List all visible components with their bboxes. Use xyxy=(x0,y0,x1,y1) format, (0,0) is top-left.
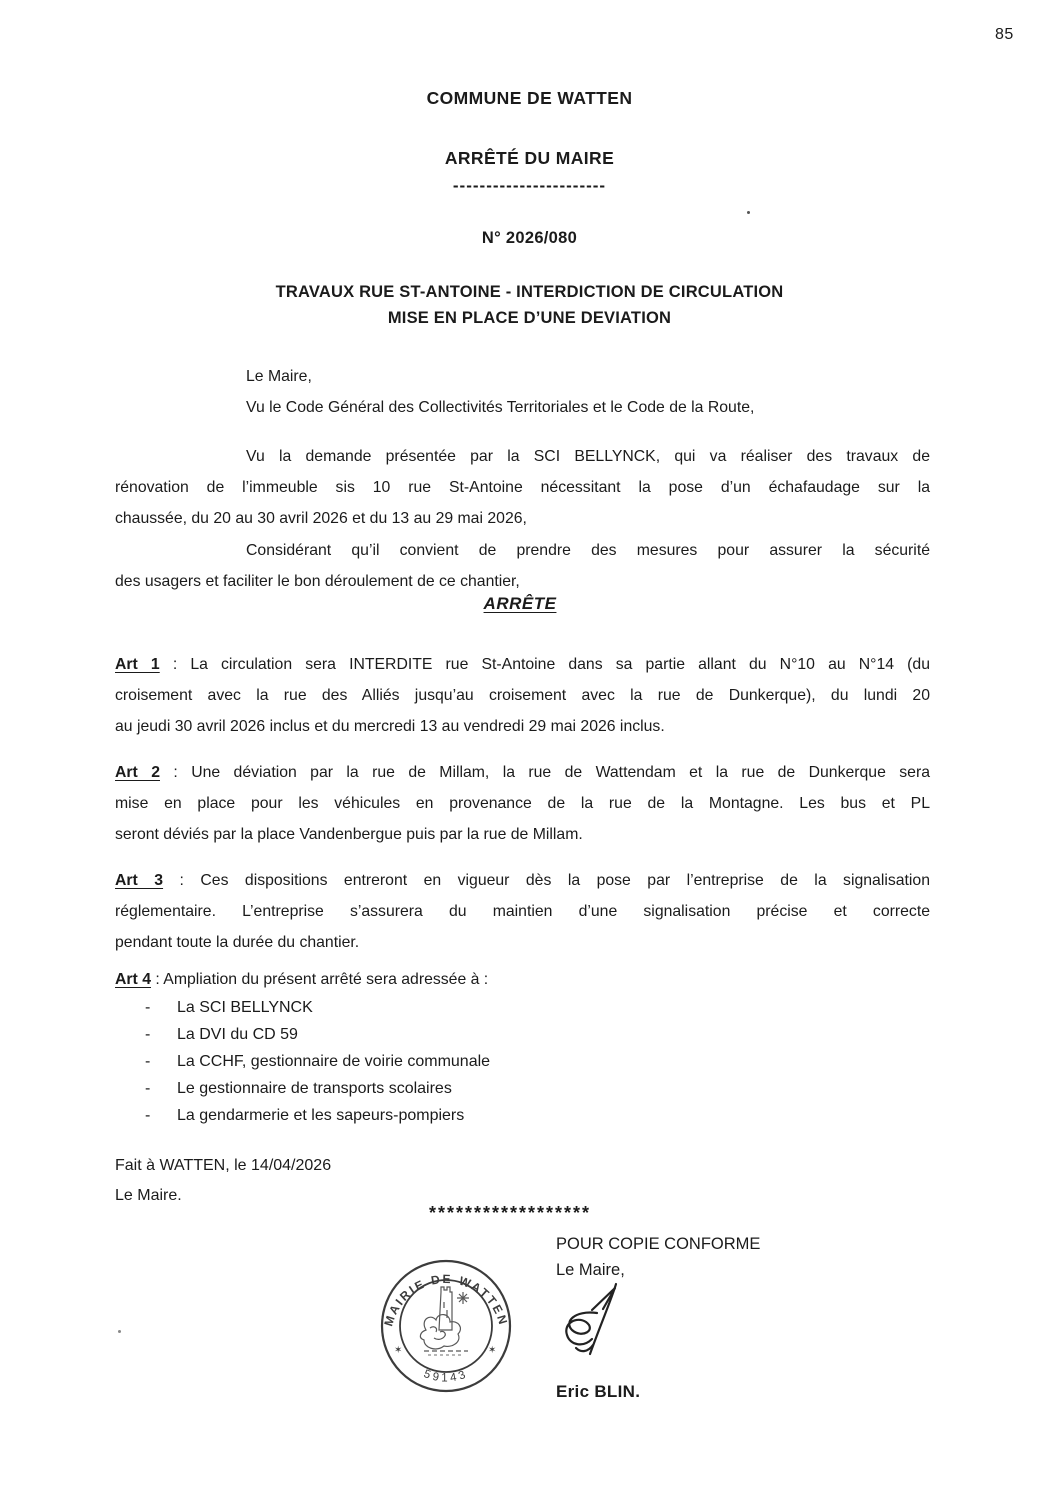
page-number: 85 xyxy=(995,26,1014,43)
article-text: Une déviation par la rue de Millam, la rue de Wattendam et la rue de Dunkerque sera xyxy=(191,764,930,781)
article-text: Ampliation du présent arrêté sera adressée à : xyxy=(163,971,489,988)
request-paragraph xyxy=(115,441,930,534)
seal-bottom-text-wrap xyxy=(422,1368,470,1384)
list-item xyxy=(145,994,845,1021)
seal-top-text: MAIRIE DE WATTEN xyxy=(381,1271,511,1328)
article-line: au jeudi 30 avril 2026 inclus et du mercredi 13 au vendredi 29 mai 2026 inclus. xyxy=(115,718,665,735)
closing-block xyxy=(115,1151,615,1211)
certification-block xyxy=(556,1231,916,1283)
article-line: réglementaire. L’entreprise s’assurera du maintien d’une signalisation précise et correcte xyxy=(115,903,930,920)
recipients-list xyxy=(145,994,845,1129)
list-item-text: La DVI du CD 59 xyxy=(177,1026,298,1043)
article-label: Art 1 xyxy=(115,656,160,673)
seal-star-left-icon: ✶ xyxy=(394,1345,403,1356)
preamble-line: Le Maire, xyxy=(246,368,312,385)
bullet-dash: - xyxy=(145,1107,151,1124)
article-separator: : xyxy=(159,656,191,673)
article-label: Art 2 xyxy=(115,764,160,781)
seal-crest-icon xyxy=(420,1287,469,1355)
place-date: Fait à WATTEN, le 14/04/2026 xyxy=(115,1157,332,1174)
article-separator: : xyxy=(151,971,164,988)
list-item xyxy=(145,1048,845,1075)
article-line xyxy=(115,649,930,680)
article-line: pendant toute la durée du chantier. xyxy=(115,934,360,951)
mayor-signature xyxy=(552,1278,632,1368)
preamble-intro xyxy=(246,361,946,423)
article-2 xyxy=(115,757,930,850)
bullet-dash: - xyxy=(145,1053,151,1070)
bullet-dash: - xyxy=(145,1080,151,1097)
commune-title: COMMUNE DE WATTEN xyxy=(426,88,633,108)
bullet-dash: - xyxy=(145,1026,151,1043)
article-line: mise en place pour les véhicules en provenance de la rue de la Montagne. Les bus et PL xyxy=(115,795,930,812)
bullet-dash: - xyxy=(145,999,151,1016)
paragraph-line: Considérant qu’il convient de prendre des mesures pour assurer la sécurité xyxy=(246,542,930,559)
list-item-text: La CCHF, gestionnaire de voirie communale xyxy=(177,1053,491,1070)
article-text: La circulation sera INTERDITE rue St-Antoine dans sa partie allant du N°10 au N°14 (du xyxy=(190,656,930,673)
paragraph-line: Vu la demande présentée par la SCI BELLYNCK, qui va réaliser des travaux de xyxy=(246,448,930,465)
article-1 xyxy=(115,649,930,742)
dashed-separator: ----------------------- xyxy=(452,176,607,195)
article-label: Art 3 xyxy=(115,872,164,889)
paragraph-line: des usagers et faciliter le bon déroulement de ce chantier, xyxy=(115,573,520,590)
article-line: croisement avec la rue des Alliés jusqu’au croisement avec la rue de Dunkerque), du lundi 20 xyxy=(115,687,930,704)
article-4 xyxy=(115,964,930,995)
scan-artifact-dot xyxy=(747,211,750,214)
seal-star-right-icon: ✶ xyxy=(488,1345,497,1356)
article-line xyxy=(115,964,930,995)
article-line: seront déviés par la place Vandenbergue puis par la rue de Millam. xyxy=(115,826,583,843)
certifier-name: Eric BLIN. xyxy=(556,1382,641,1401)
subject-line-1: TRAVAUX RUE ST-ANTOINE - INTERDICTION DE CIRCULATION xyxy=(275,283,784,301)
article-line xyxy=(115,865,930,896)
list-item-text: Le gestionnaire de transports scolaires xyxy=(177,1080,452,1097)
stars-separator: ****************** xyxy=(428,1203,592,1223)
list-item-text: La SCI BELLYNCK xyxy=(177,999,313,1016)
scan-artifact-dot xyxy=(118,1330,121,1333)
article-separator: : xyxy=(160,764,192,781)
signature-loop-stroke xyxy=(566,1313,597,1345)
article-label: Art 4 xyxy=(115,971,151,988)
certification-text: POUR COPIE CONFORME xyxy=(556,1235,761,1253)
article-text: Ces dispositions entreront en vigueur dès la pose par l’entreprise de la signalisation xyxy=(200,872,930,889)
decree-number: N° 2026/080 xyxy=(481,229,578,247)
certifier-title: Le Maire, xyxy=(556,1261,625,1279)
considering-paragraph xyxy=(115,535,930,597)
document-type-title: ARRÊTÉ DU MAIRE xyxy=(444,148,615,168)
article-separator: : xyxy=(163,872,201,889)
article-line xyxy=(115,757,930,788)
list-item xyxy=(145,1021,845,1048)
municipal-seal xyxy=(378,1258,514,1394)
signatory-title: Le Maire. xyxy=(115,1187,182,1204)
list-item-text: La gendarmerie et les sapeurs-pompiers xyxy=(177,1107,465,1124)
paragraph-line: chaussée, du 20 au 30 avril 2026 et du 13 au 29 mai 2026, xyxy=(115,510,527,527)
paragraph-line: rénovation de l’immeuble sis 10 rue St-Antoine nécessitant la pose d’un échafaudage sur la xyxy=(115,479,930,496)
decree-heading: ARRÊTE xyxy=(483,594,557,613)
list-item xyxy=(145,1102,845,1129)
preamble-line: Vu le Code Général des Collectivités Territoriales et le Code de la Route, xyxy=(246,399,755,416)
list-item xyxy=(145,1075,845,1102)
subject-line-2: MISE EN PLACE D’UNE DEVIATION xyxy=(387,309,672,327)
seal-bottom-text: 59143 xyxy=(422,1368,470,1385)
article-3 xyxy=(115,865,930,958)
